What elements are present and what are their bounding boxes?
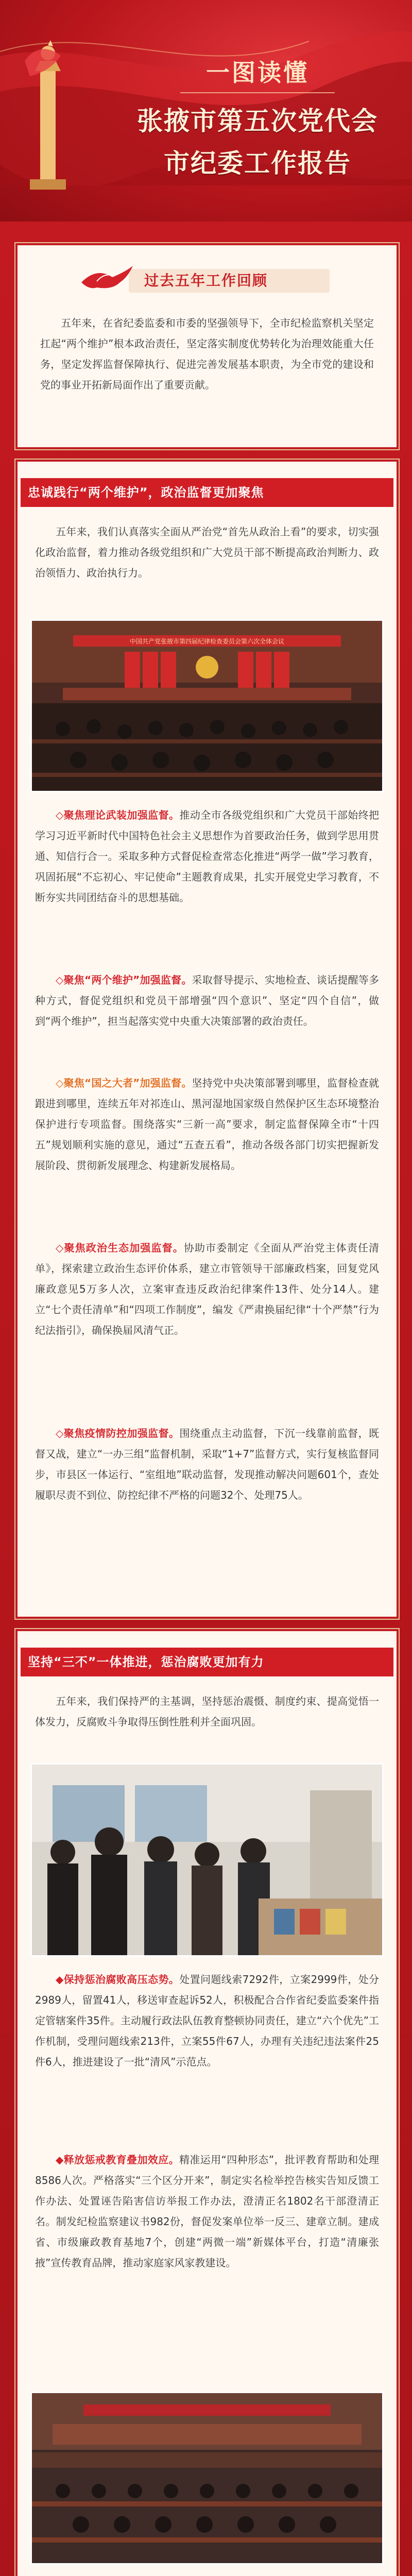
political-item-5-text: 围绕重点主动监督，下沉一线靠前监督，既督又战，建立“一办三组”监督机制，采取“1+7”监督方式，实行复核监督同步，市县区一体运行、“室组地”联动监督，发现推动解决问题601个，查处履职尽责不到位、防控纪律不严格的问题32个、处理75人。 bbox=[35, 1427, 380, 1501]
section-review-header bbox=[21, 262, 393, 298]
inspection-photo bbox=[30, 1763, 384, 1957]
header-line1: 一图读懂 bbox=[206, 59, 309, 87]
corruption-item-2-text: 精准运用“四种形态”，批评教育帮助和处理8586人次。严格落实“三个区分开来”，制定实名检举控告核实告知反馈工作办法、处置诬告陷害信访举报工作办法，澄清正名1802名干部澄清正名。制发纪检监察建议书982份，督促发案单位举一反三、建章立制。建成省、市级廉政教育基地7个，创建“两微一端”新媒体平台，打造“清廉张掖”宣传教育品牌，推动家庭家风家教建设。 bbox=[35, 2154, 379, 2269]
political-item-5 bbox=[35, 1423, 379, 1505]
corruption-item-2 bbox=[35, 2149, 379, 2273]
political-item-3 bbox=[35, 1073, 379, 1176]
corruption-item-1 bbox=[35, 1969, 379, 2072]
meeting-banner-text: 中国共产党张掖市第四届纪律检查委员会第六次全体会议 bbox=[129, 638, 285, 645]
section-anti-corruption-panel bbox=[14, 1628, 400, 2576]
political-item-1-label: ◇聚焦理论武装加强监督。 bbox=[56, 809, 180, 821]
section-political-supervision-intro: 五年来，我们认真落实全面从严治党“首先从政治上看”的要求，切实强化政治监督，着力推动各级党组织和广大党员干部不断提高政治判断力、政治领悟力、政治执行力。 bbox=[35, 526, 379, 579]
dove-icon bbox=[76, 262, 138, 298]
conference-photo bbox=[30, 2392, 384, 2565]
political-item-4-text: 协助市委制定《全面从严治党主体责任清单》，探索建立政治生态评价体系，建立市管领导干部廉政档案，回复党风廉政意见5万多人次，立案审查违反政治纪律案件13件、处分14人。建立“七个责任清单”和“四项工作制度”，编发《严肃换届纪律“十个严禁”行为纪法指引》，确保换届风清气正。 bbox=[35, 1242, 379, 1336]
section-political-supervision-panel bbox=[14, 459, 400, 1620]
section-review-panel bbox=[14, 242, 400, 450]
political-item-4-label: ◇聚焦政治生态加强监督。 bbox=[56, 1242, 184, 1254]
corruption-item-2-label: ◆释放惩戒教育叠加效应。 bbox=[56, 2154, 179, 2166]
political-item-3-text: 坚持党中央决策部署到哪里，监督检查就跟进到哪里，连续五年对祁连山、黑河湿地国家级自然保护区生态环境整治保护进行专项监督。围绕落实“三新一高”要求，制定监督保障全市“十四五”规划顺利实施的意见，通过“五查五看”，推动各级各部门切实把握新发展阶段、贯彻新发展理念、构建新发展格局。 bbox=[35, 1077, 380, 1172]
section-review-title: 过去五年工作回顾 bbox=[144, 272, 268, 289]
political-item-1 bbox=[35, 805, 379, 908]
section-review-body: 五年来，在省纪委监委和市委的坚强领导下，全市纪检监察机关坚定扛起“两个维护”根本政治责任，坚定落实制度优势转化为治理效能重大任务，坚定发挥监督保障执行、促进完善发展基本职责，为全市党的建设和党的事业开拓新局面作出了重要贡献。 bbox=[40, 317, 374, 391]
monument-icon bbox=[20, 40, 76, 195]
section-political-supervision-title: 忠诚践行“两个维护”，政治监督更加聚焦 bbox=[28, 485, 264, 500]
header-line2: 张掖市第五次党代会 bbox=[137, 106, 378, 136]
section-political-supervision-inner bbox=[21, 465, 393, 1614]
corruption-item-1-text: 处置问题线索7292件，立案2999件，处分2989人，留置41人，移送审查起诉52人，积极配合合作省纪委监委案件指定管辖案件35件。主动履行政法队伍教育整顿协同责任，建立“六个优先”工作机制，受理问题线索213件，立案55件67人，办理有关违纪违法案件25件6人，推进建设了一批“清风”示范点。 bbox=[35, 1973, 379, 2068]
meeting-photo bbox=[30, 619, 384, 792]
corruption-item-1-label: ◆保持惩治腐败高压态势。 bbox=[56, 1973, 180, 1986]
political-item-2-text: 采取督导提示、实地检查、谈话提醒等多种方式，督促党组织和党员干部增强“四个意识”、坚定“四个自信”，做到“两个维护”，担当起落实党中央重大决策部署的政治责任。 bbox=[35, 974, 380, 1027]
political-item-2 bbox=[35, 970, 379, 1031]
header-line3: 市纪委工作报告 bbox=[164, 148, 351, 178]
section-review-inner bbox=[21, 248, 393, 444]
section-anti-corruption-header bbox=[21, 1648, 393, 1676]
section-anti-corruption-inner bbox=[21, 1634, 393, 2576]
header-banner bbox=[0, 0, 412, 222]
header-divider bbox=[180, 92, 335, 93]
section-political-supervision-header bbox=[21, 478, 393, 507]
section-anti-corruption-title: 坚持“三不”一体推进，惩治腐败更加有力 bbox=[28, 1655, 264, 1669]
political-item-5-label: ◇聚焦疫情防控加强监督。 bbox=[56, 1427, 180, 1439]
political-item-4 bbox=[35, 1238, 379, 1341]
section-anti-corruption-intro: 五年来，我们保持严的主基调，坚持惩治震慑、制度约束、提高觉悟一体发力，反腐败斗争取得压倒性胜利并全面巩固。 bbox=[35, 1695, 379, 1728]
political-item-1-text: 推动全市各级党组织和广大党员干部始终把学习习近平新时代中国特色社会主义思想作为首要政治任务，做到学思用贯通、知信行合一。采取多种方式督促检查常态化推进“两学一做”学习教育，巩固拓展“不忘初心、牢记使命”主题教育成果，扎实开展党史学习教育，不断夯实共同团结奋斗的思想基础。 bbox=[35, 809, 380, 904]
political-item-2-label: ◇聚焦“两个维护”加强监督。 bbox=[56, 974, 192, 986]
political-item-3-label: ◇聚焦“国之大者”加强监督。 bbox=[56, 1077, 192, 1089]
header-title bbox=[124, 54, 391, 180]
